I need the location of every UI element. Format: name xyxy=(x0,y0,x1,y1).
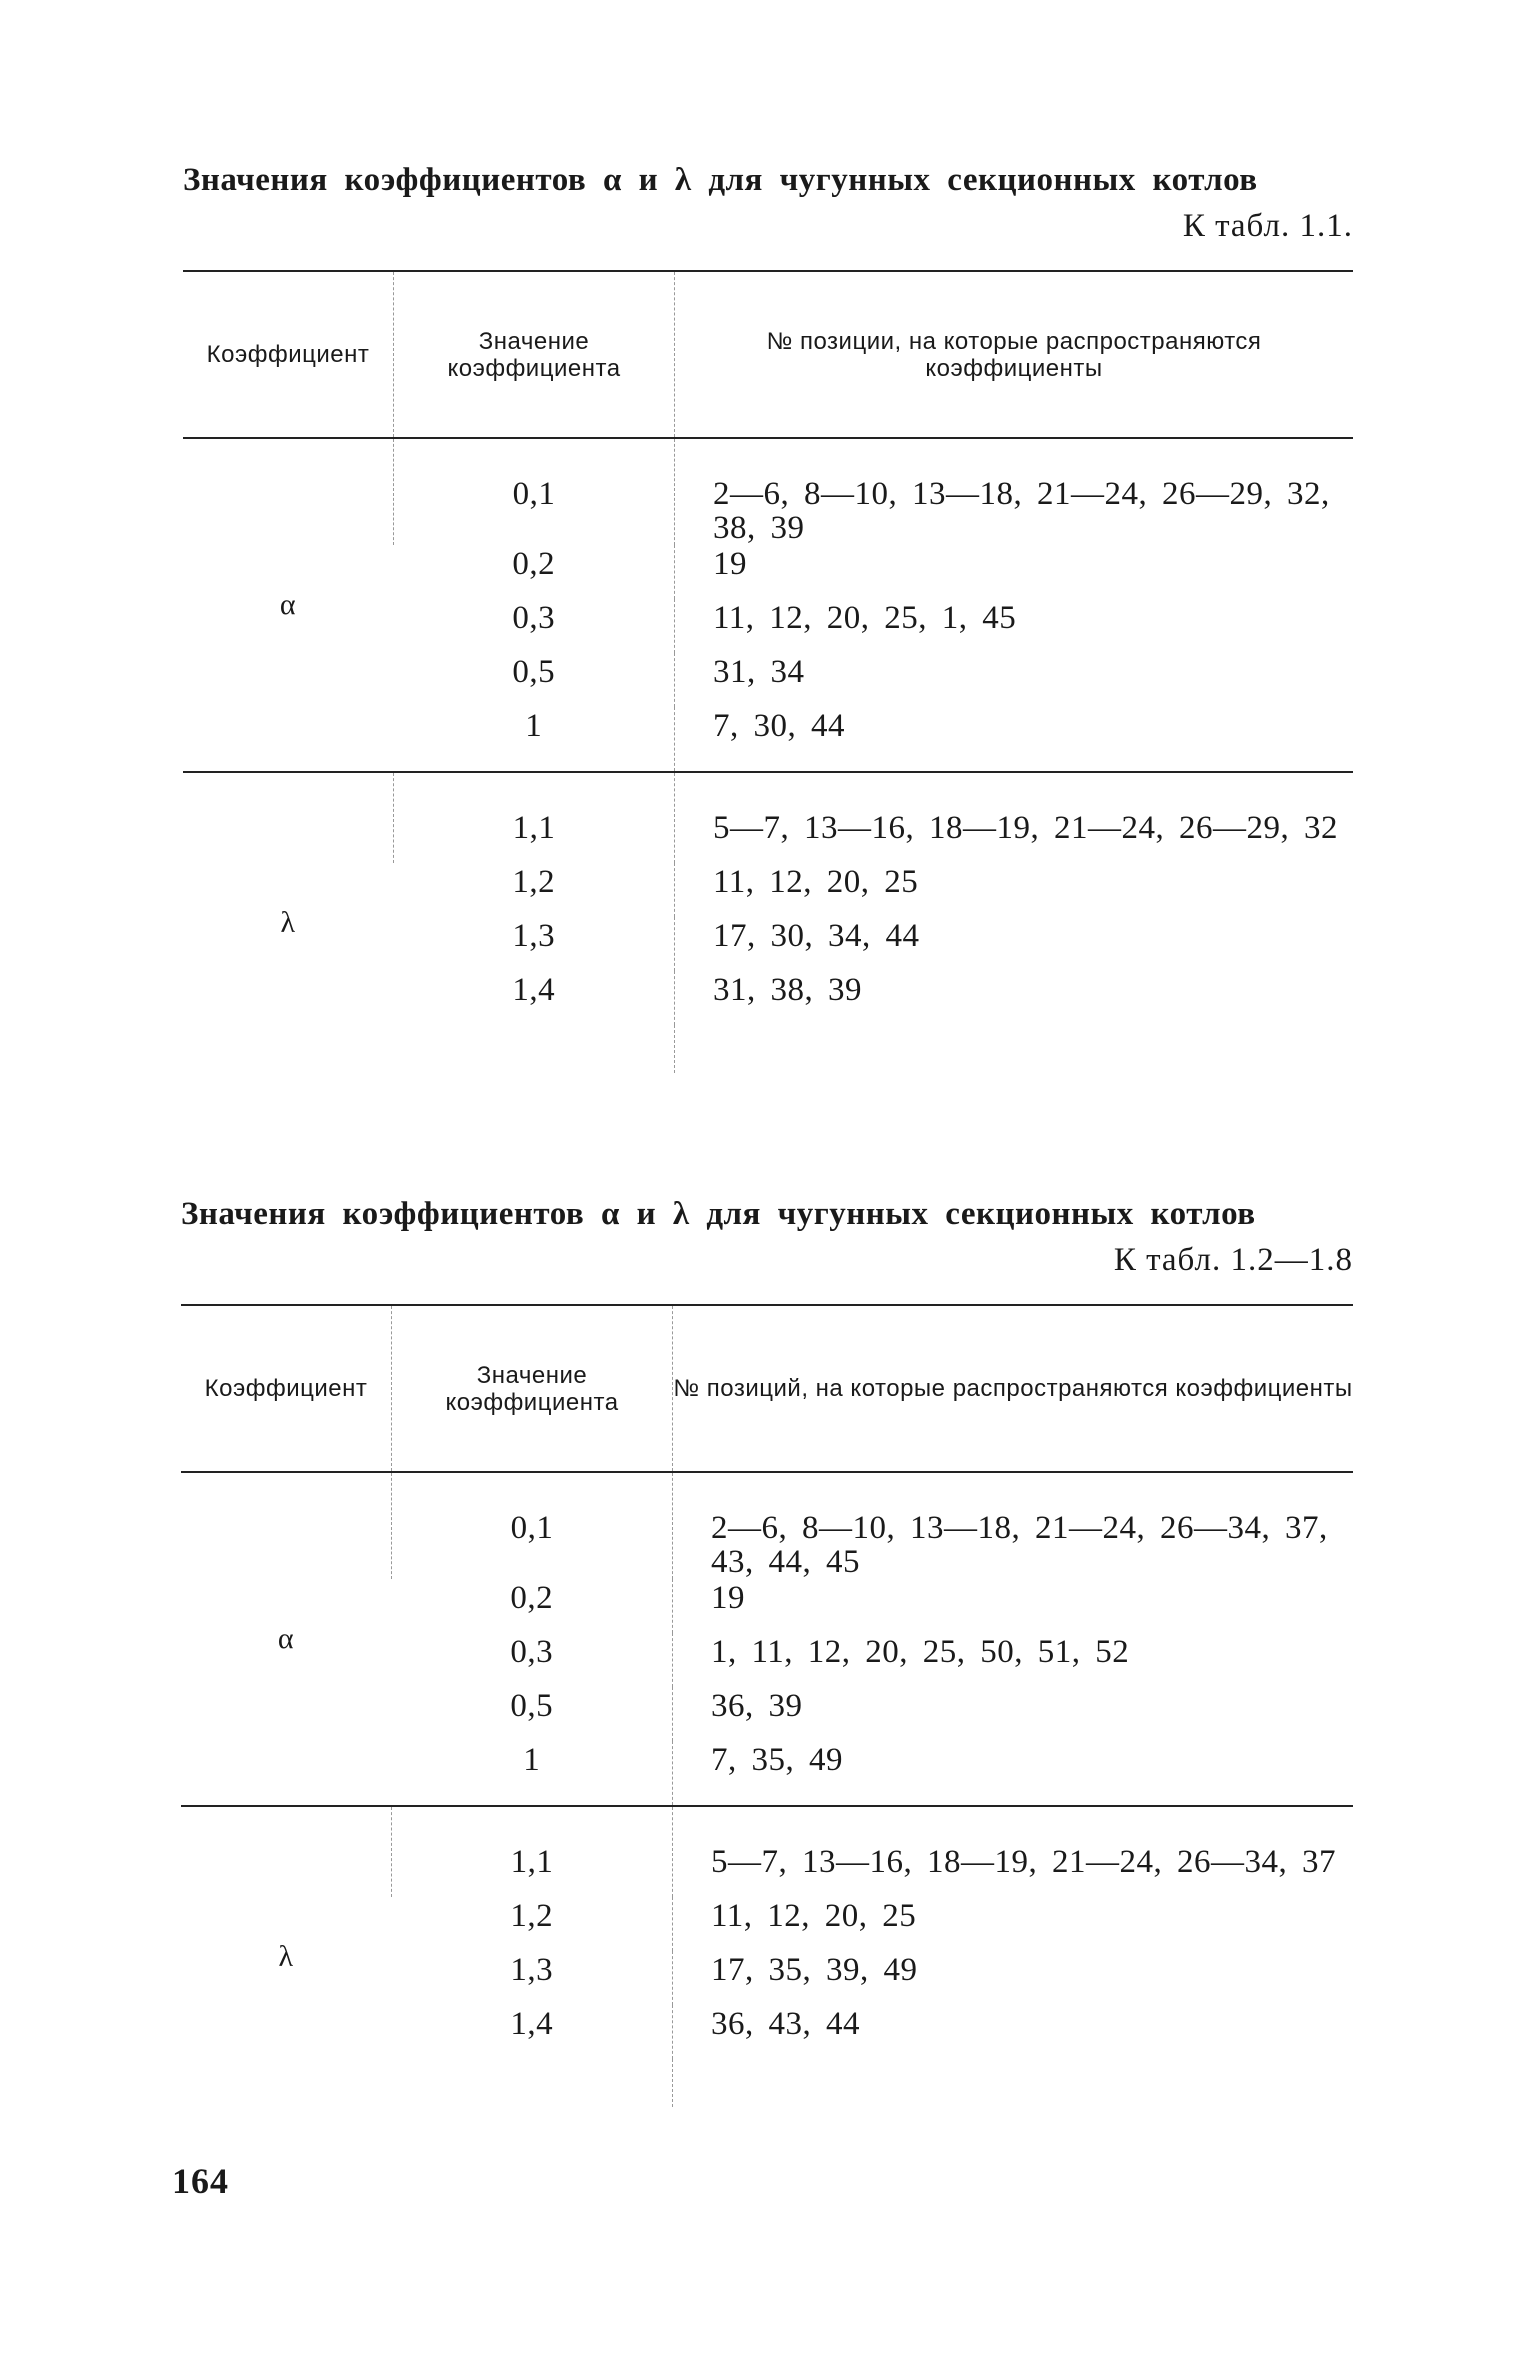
coefficient-value: 1,3 xyxy=(512,918,556,954)
positions-cell: 11, 12, 20, 25, 1, 45 xyxy=(675,599,1354,653)
header-positions: № позиций, на которые распространяются коэффициенты xyxy=(673,1305,1354,1472)
table-header-row xyxy=(181,1305,1353,1472)
alpha-group xyxy=(183,438,1353,772)
positions-cell: 11, 12, 20, 25 xyxy=(673,1897,1354,1951)
table-header-row xyxy=(183,271,1353,438)
header-value: Значение коэффициента xyxy=(394,271,675,438)
coefficient-value: 0,1 xyxy=(394,438,675,545)
empty-cell xyxy=(675,1025,1354,1073)
positions-cell: 19 xyxy=(673,1579,1354,1633)
header-coefficient: Коэффициент xyxy=(206,341,370,368)
coefficients-table xyxy=(183,270,1353,1073)
alpha-group xyxy=(181,1472,1353,1806)
header-positions: № позиции, на которые распространяются коэффициенты xyxy=(675,271,1354,438)
coefficient-value: 0,2 xyxy=(512,546,556,582)
empty-cell xyxy=(394,1025,675,1073)
coefficient-value: 0,3 xyxy=(512,600,556,636)
coefficient-value: 1 xyxy=(523,1742,541,1778)
header-coefficient: Коэффициент xyxy=(204,1375,368,1402)
coefficient-symbol-alpha: α xyxy=(277,1622,295,1655)
coefficient-value: 1,1 xyxy=(394,772,675,863)
table-row xyxy=(181,1806,1353,1897)
coefficients-table-section-1 xyxy=(183,158,1353,1073)
table-row xyxy=(183,772,1353,863)
positions-cell: 1, 11, 12, 20, 25, 50, 51, 52 xyxy=(673,1633,1354,1687)
positions-cell: 17, 30, 34, 44 xyxy=(675,917,1354,971)
coefficient-value: 0,2 xyxy=(510,1580,554,1616)
empty-cell xyxy=(673,2059,1354,2107)
page-number: 164 xyxy=(172,2161,229,2201)
table-row xyxy=(181,1472,1353,1579)
empty-cell xyxy=(392,2059,673,2107)
table-reference: К табл. 1.2—1.8 xyxy=(1113,1242,1353,1278)
coefficients-table-section-2 xyxy=(181,1192,1353,2107)
table-row xyxy=(183,438,1353,545)
lambda-group xyxy=(181,1806,1353,2107)
positions-cell: 36, 39 xyxy=(673,1687,1354,1741)
table-reference: К табл. 1.1. xyxy=(1182,208,1353,244)
positions-cell: 19 xyxy=(675,545,1354,599)
lambda-group xyxy=(183,772,1353,1073)
coefficient-value: 1,4 xyxy=(512,972,556,1008)
coefficient-value: 1,2 xyxy=(510,1898,554,1934)
coefficient-value: 1,2 xyxy=(512,864,556,900)
coefficient-value: 0,1 xyxy=(392,1472,673,1579)
coefficient-symbol-lambda: λ xyxy=(183,772,394,1073)
positions-cell: 5—7, 13—16, 18—19, 21—24, 26—29, 32 xyxy=(675,772,1354,863)
positions-cell: 31, 38, 39 xyxy=(675,971,1354,1025)
coefficient-value: 0,3 xyxy=(510,1634,554,1670)
table-title: Значения коэффициентов α и λ для чугунных секционных котлов xyxy=(183,162,1258,198)
coefficient-symbol-lambda: λ xyxy=(181,1806,392,2107)
header-value: Значение коэффициента xyxy=(392,1305,673,1472)
coefficients-table xyxy=(181,1304,1353,2107)
positions-cell: 11, 12, 20, 25 xyxy=(675,863,1354,917)
positions-cell: 36, 43, 44 xyxy=(673,2005,1354,2059)
coefficient-symbol-alpha: α xyxy=(279,588,297,621)
coefficient-value: 1,4 xyxy=(510,2006,554,2042)
coefficient-value: 1,3 xyxy=(510,1952,554,1988)
positions-cell: 5—7, 13—16, 18—19, 21—24, 26—34, 37 xyxy=(673,1806,1354,1897)
positions-cell: 2—6, 8—10, 13—18, 21—24, 26—34, 37, 43, 44, 45 xyxy=(673,1472,1354,1579)
positions-cell: 17, 35, 39, 49 xyxy=(673,1951,1354,2005)
positions-cell: 2—6, 8—10, 13—18, 21—24, 26—29, 32, 38, 39 xyxy=(675,438,1354,545)
coefficient-value: 0,5 xyxy=(512,654,556,690)
coefficient-value: 0,5 xyxy=(510,1688,554,1724)
positions-cell: 7, 35, 49 xyxy=(673,1741,1354,1806)
table-title: Значения коэффициентов α и λ для чугунных секционных котлов xyxy=(181,1196,1256,1232)
positions-cell: 7, 30, 44 xyxy=(675,707,1354,772)
coefficient-value: 1 xyxy=(525,708,543,744)
coefficient-value: 1,1 xyxy=(392,1806,673,1897)
positions-cell: 31, 34 xyxy=(675,653,1354,707)
